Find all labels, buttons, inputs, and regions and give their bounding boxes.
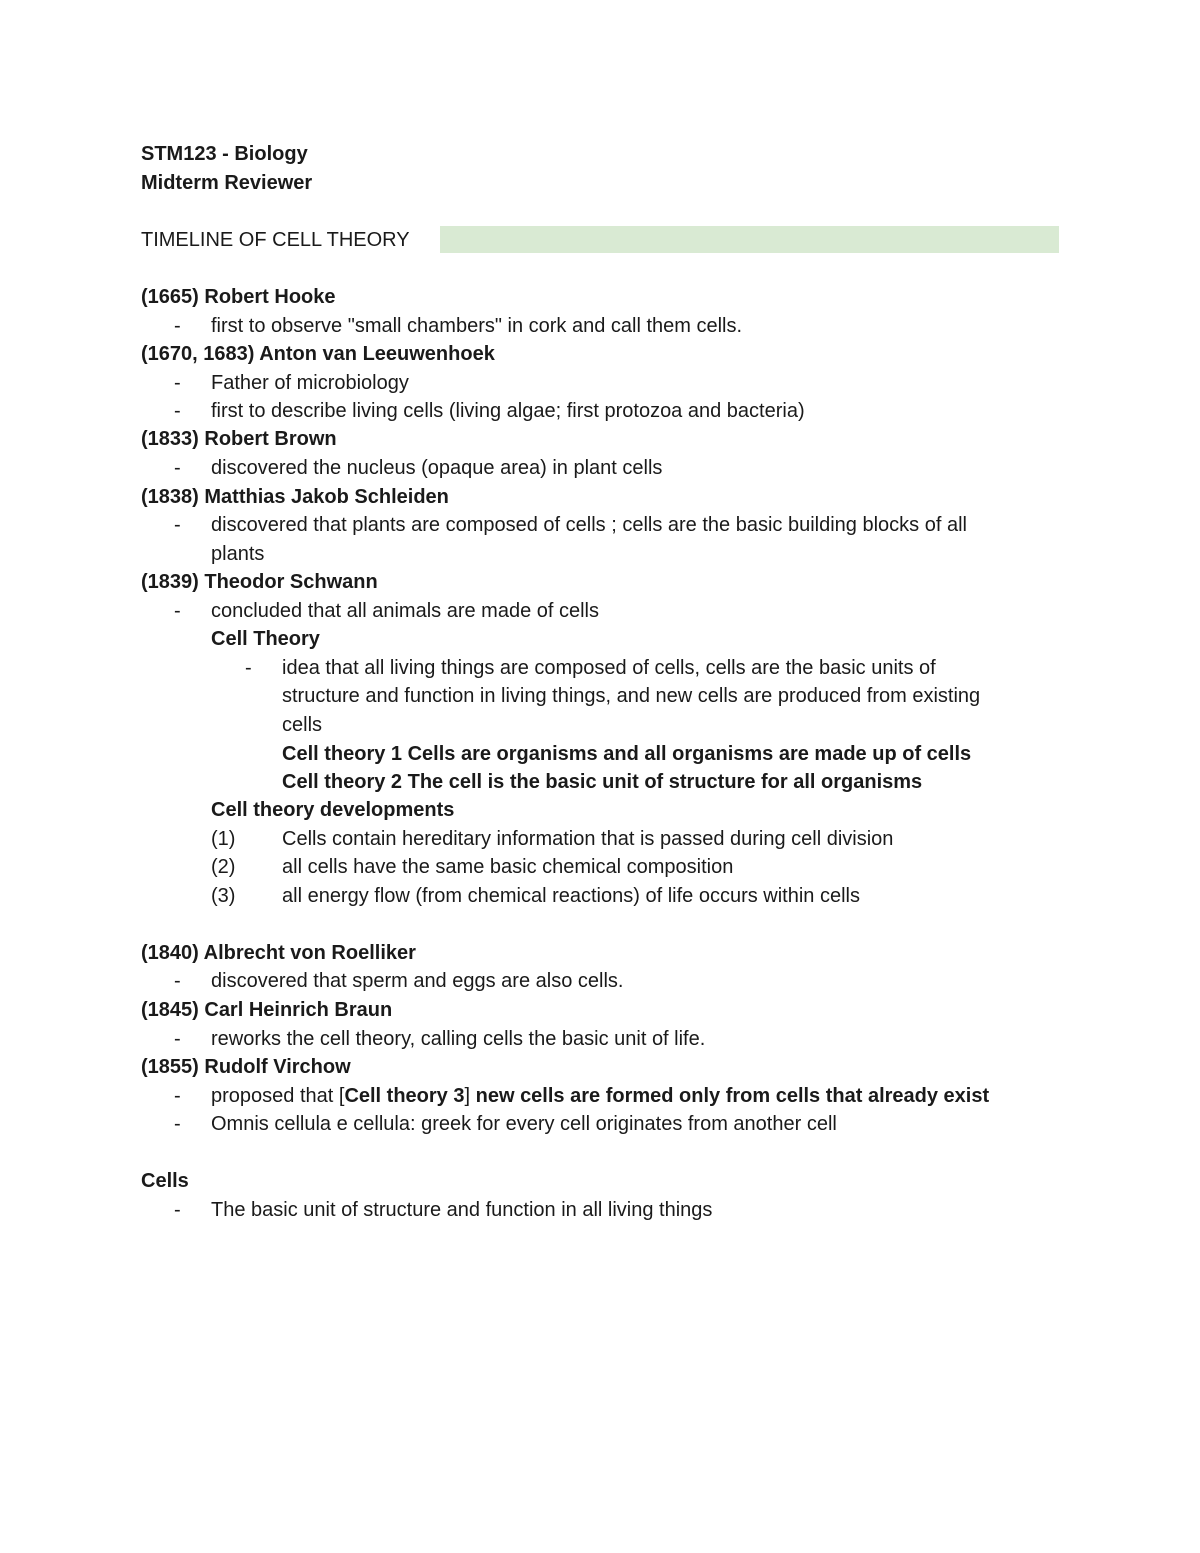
bullet-dash: - xyxy=(174,1113,181,1135)
cells-heading: Cells xyxy=(141,1170,189,1192)
development-text: Cells contain hereditary information that is passed during cell division xyxy=(282,828,894,850)
entry-heading-roelliker: (1840) Albrecht von Roelliker xyxy=(141,942,416,964)
cell-theory-idea: idea that all living things are composed of cells, cells are the basic units of xyxy=(282,657,936,679)
entry-heading-schwann: (1839) Theodor Schwann xyxy=(141,571,378,593)
bullet-dash: - xyxy=(174,372,181,394)
entry-heading-schleiden: (1838) Matthias Jakob Schleiden xyxy=(141,486,449,508)
bullet-text: proposed that [ xyxy=(211,1085,345,1107)
entry-bullet: discovered that sperm and eggs are also cells. xyxy=(211,970,624,992)
entry-heading-leeuwenhoek: (1670, 1683) Anton van Leeuwenhoek xyxy=(141,343,495,365)
entry-heading-braun: (1845) Carl Heinrich Braun xyxy=(141,999,393,1021)
entry-bullet: Omnis cellula e cellula: greek for every cell originates from another cell xyxy=(211,1113,837,1135)
bullet-dash: - xyxy=(174,600,181,622)
entry-heading-brown: (1833) Robert Brown xyxy=(141,428,337,450)
development-number: (2) xyxy=(211,856,236,878)
bullet-dash: - xyxy=(174,1085,181,1107)
entry-bullet: concluded that all animals are made of cells xyxy=(211,600,599,622)
developments-heading: Cell theory developments xyxy=(211,799,455,821)
development-text: all energy flow (from chemical reactions) of life occurs within cells xyxy=(282,885,860,907)
course-title: STM123 - Biology xyxy=(141,143,308,165)
bullet-dash: - xyxy=(174,970,181,992)
entry-bullet: discovered the nucleus (opaque area) in plant cells xyxy=(211,457,663,479)
cells-definition: The basic unit of structure and function in all living things xyxy=(211,1199,713,1221)
entry-heading-hooke: (1665) Robert Hooke xyxy=(141,286,336,308)
bullet-dash: - xyxy=(174,1199,181,1221)
entry-bullet: first to describe living cells (living algae; first protozoa and bacteria) xyxy=(211,400,805,422)
cell-theory-idea-continued: structure and function in living things, and new cells are produced from existing xyxy=(282,685,981,707)
section-highlight-bar xyxy=(440,226,1059,253)
section-title: TIMELINE OF CELL THEORY xyxy=(141,229,410,251)
development-text: all cells have the same basic chemical composition xyxy=(282,856,734,878)
bullet-dash: - xyxy=(174,514,181,536)
bullet-text: ] xyxy=(464,1085,476,1107)
entry-bullet: reworks the cell theory, calling cells the basic unit of life. xyxy=(211,1028,706,1050)
cell-theory-3-statement: new cells are formed only from cells that already exist xyxy=(475,1085,990,1107)
bullet-dash: - xyxy=(174,457,181,479)
entry-bullet: discovered that plants are composed of cells ; cells are the basic building blocks of all xyxy=(211,514,967,536)
entry-bullet-virchow-theory xyxy=(211,1082,989,1110)
bullet-dash: - xyxy=(174,315,181,337)
cell-theory-3-label: Cell theory 3 xyxy=(344,1085,465,1107)
development-number: (1) xyxy=(211,828,236,850)
entry-bullet: first to observe "small chambers" in cork and call them cells. xyxy=(211,315,743,337)
cell-theory-idea-continued: cells xyxy=(282,714,323,736)
entry-bullet-continued: plants xyxy=(211,543,265,565)
development-number: (3) xyxy=(211,885,236,907)
entry-bullet: Father of microbiology xyxy=(211,372,409,394)
bullet-dash: - xyxy=(174,1028,181,1050)
cell-theory-1: Cell theory 1 Cells are organisms and all organisms are made up of cells xyxy=(282,743,972,765)
cell-theory-heading: Cell Theory xyxy=(211,628,320,650)
document-subtitle: Midterm Reviewer xyxy=(141,172,313,194)
bullet-dash: - xyxy=(174,400,181,422)
entry-heading-virchow: (1855) Rudolf Virchow xyxy=(141,1056,351,1078)
bullet-dash: - xyxy=(245,657,252,679)
cell-theory-2: Cell theory 2 The cell is the basic unit of structure for all organisms xyxy=(282,771,923,793)
